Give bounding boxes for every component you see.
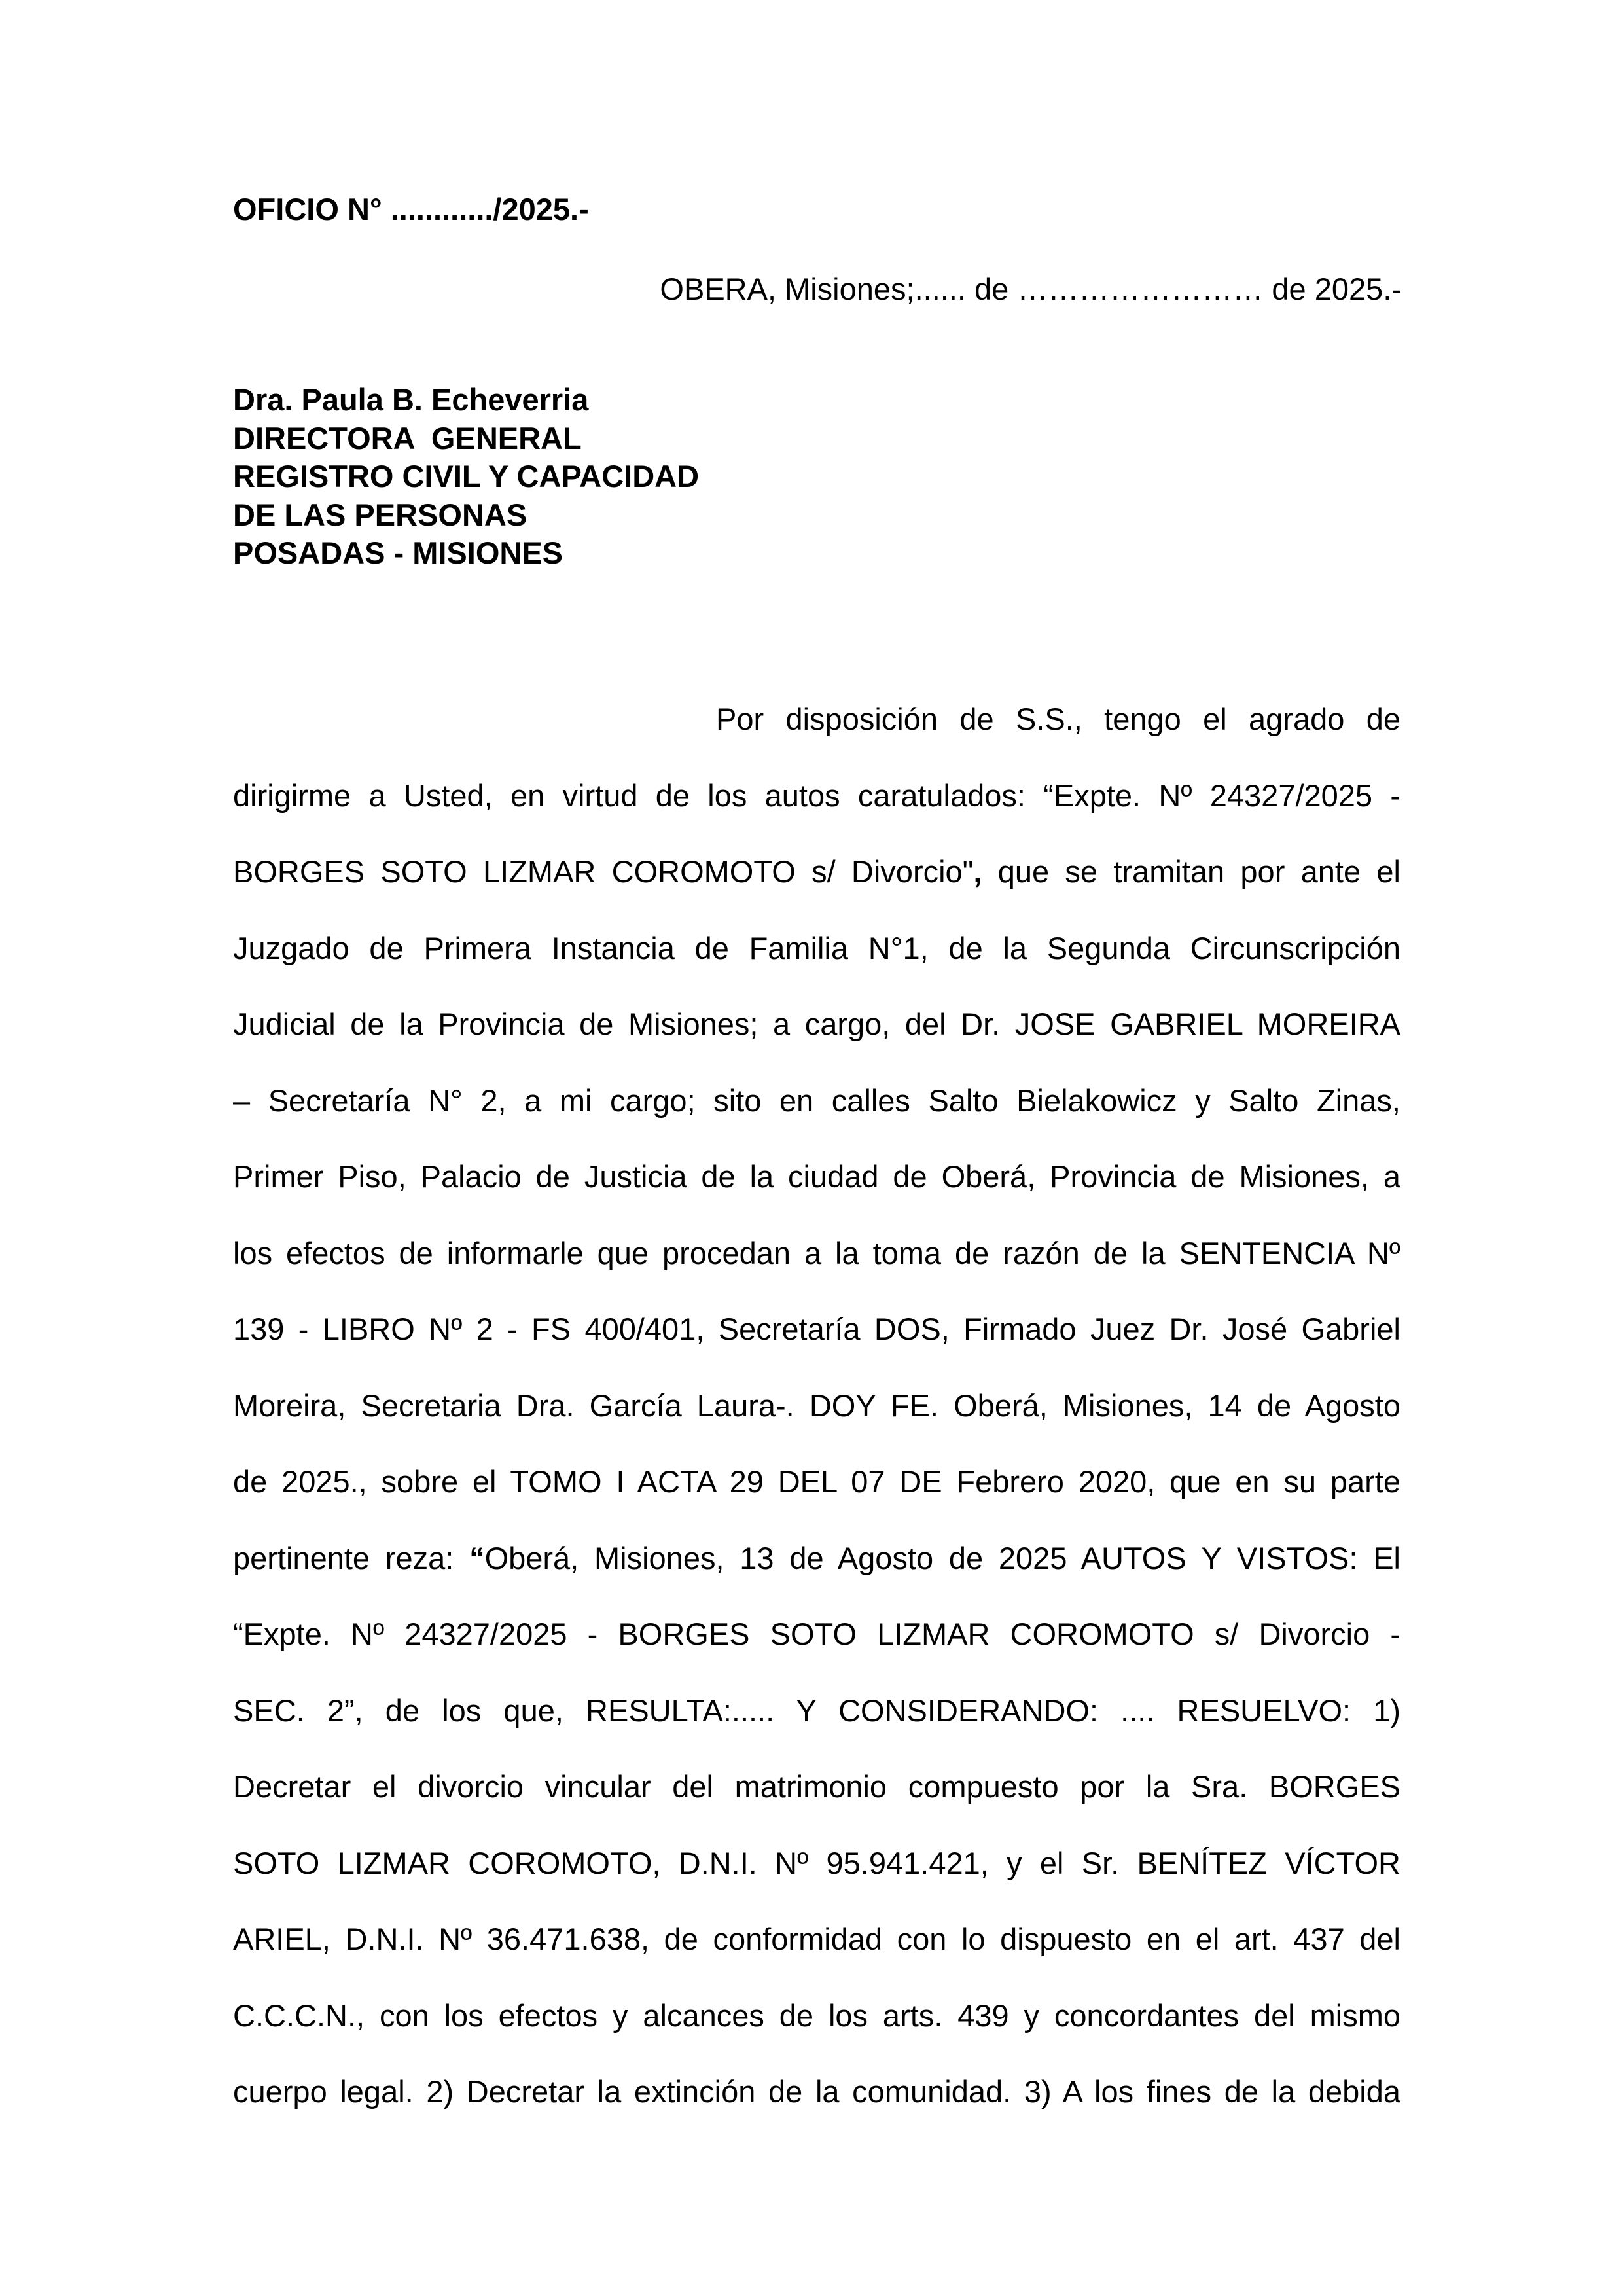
body-line: Judicial de la Provincia de Misiones; a cargo, del Dr. JOSE GABRIEL MOREIRA: [233, 1007, 1400, 1041]
body-line: [233, 834, 1400, 910]
addressee-block: [233, 381, 699, 573]
body-line: Moreira, Secretaria Dra. García Laura-. DOY FE. Oberá, Misiones, 14 de Agosto: [233, 1388, 1400, 1423]
body-line: 139 - LIBRO Nº 2 - FS 400/401, Secretaría DOS, Firmado Juez Dr. José Gabriel: [233, 1312, 1400, 1346]
body-line: [233, 1520, 1400, 1597]
body-line: C.C.C.N., con los efectos y alcances de los arts. 439 y concordantes del mismo: [233, 1998, 1400, 2033]
bold-open-quote: “: [469, 1540, 485, 1575]
case-title-fragment: BORGES SOTO LIZMAR COROMOTO s/ Divorcio": [233, 854, 974, 889]
body-paragraph: [233, 681, 1400, 2130]
body-fragment: pertinente reza:: [233, 1540, 470, 1575]
date-line-text: OBERA, Misiones;...... de …………………… de 2025.-: [660, 272, 1402, 306]
body-line: “Expte. Nº 24327/2025 - BORGES SOTO LIZMAR COROMOTO s/ Divorcio -: [233, 1617, 1400, 1651]
bold-comma: ,: [973, 854, 982, 889]
body-line: Primer Piso, Palacio de Justicia de la ciudad de Oberá, Provincia de Misiones, a: [233, 1159, 1400, 1194]
body-line: de 2025., sobre el TOMO I ACTA 29 DEL 07 DE Febrero 2020, que en su parte: [233, 1464, 1400, 1499]
body-line: ARIEL, D.N.I. Nº 36.471.638, de conformidad con lo dispuesto en el art. 437 del: [233, 1922, 1400, 1956]
body-line: los efectos de informarle que procedan a la toma de razón de la SENTENCIA Nº: [233, 1235, 1400, 1270]
quoted-fragment: Oberá, Misiones, 13 de Agosto de 2025 AUTOS Y VISTOS: El: [484, 1540, 1400, 1575]
addressee-role: DIRECTORA GENERAL: [233, 420, 582, 456]
body-line: dirigirme a Usted, en virtud de los autos caratulados: “Expte. Nº 24327/2025 -: [233, 778, 1400, 813]
body-line: Decretar el divorcio vincular del matrimonio compuesto por la Sra. BORGES: [233, 1769, 1400, 1804]
addressee-office-line-1: REGISTRO CIVIL Y CAPACIDAD: [233, 459, 700, 493]
addressee-location: POSADAS - MISIONES: [233, 535, 563, 570]
body-line: SEC. 2”, de los que, RESULTA:..... Y CONSIDERANDO: .... RESUELVO: 1): [233, 1693, 1400, 1728]
date-line: [607, 270, 1402, 309]
addressee-office-line-2: DE LAS PERSONAS: [233, 497, 527, 532]
body-fragment: que se tramitan por ante el: [982, 854, 1400, 889]
body-line: Por disposición de S.S., tengo el agrado de: [716, 702, 1400, 736]
body-line: SOTO LIZMAR COROMOTO, D.N.I. Nº 95.941.421, y el Sr. BENÍTEZ VÍCTOR: [233, 1845, 1400, 1880]
body-line: cuerpo legal. 2) Decretar la extinción de la comunidad. 3) A los fines de la debida: [233, 2074, 1400, 2109]
body-line: – Secretaría N° 2, a mi cargo; sito en calles Salto Bielakowicz y Salto Zinas,: [233, 1083, 1400, 1118]
addressee-name: Dra. Paula B. Echeverria: [233, 382, 589, 417]
oficio-title: OFICIO N° ............/2025.-: [233, 192, 589, 226]
body-line: Juzgado de Primera Instancia de Familia N°1, de la Segunda Circunscripción: [233, 930, 1400, 965]
